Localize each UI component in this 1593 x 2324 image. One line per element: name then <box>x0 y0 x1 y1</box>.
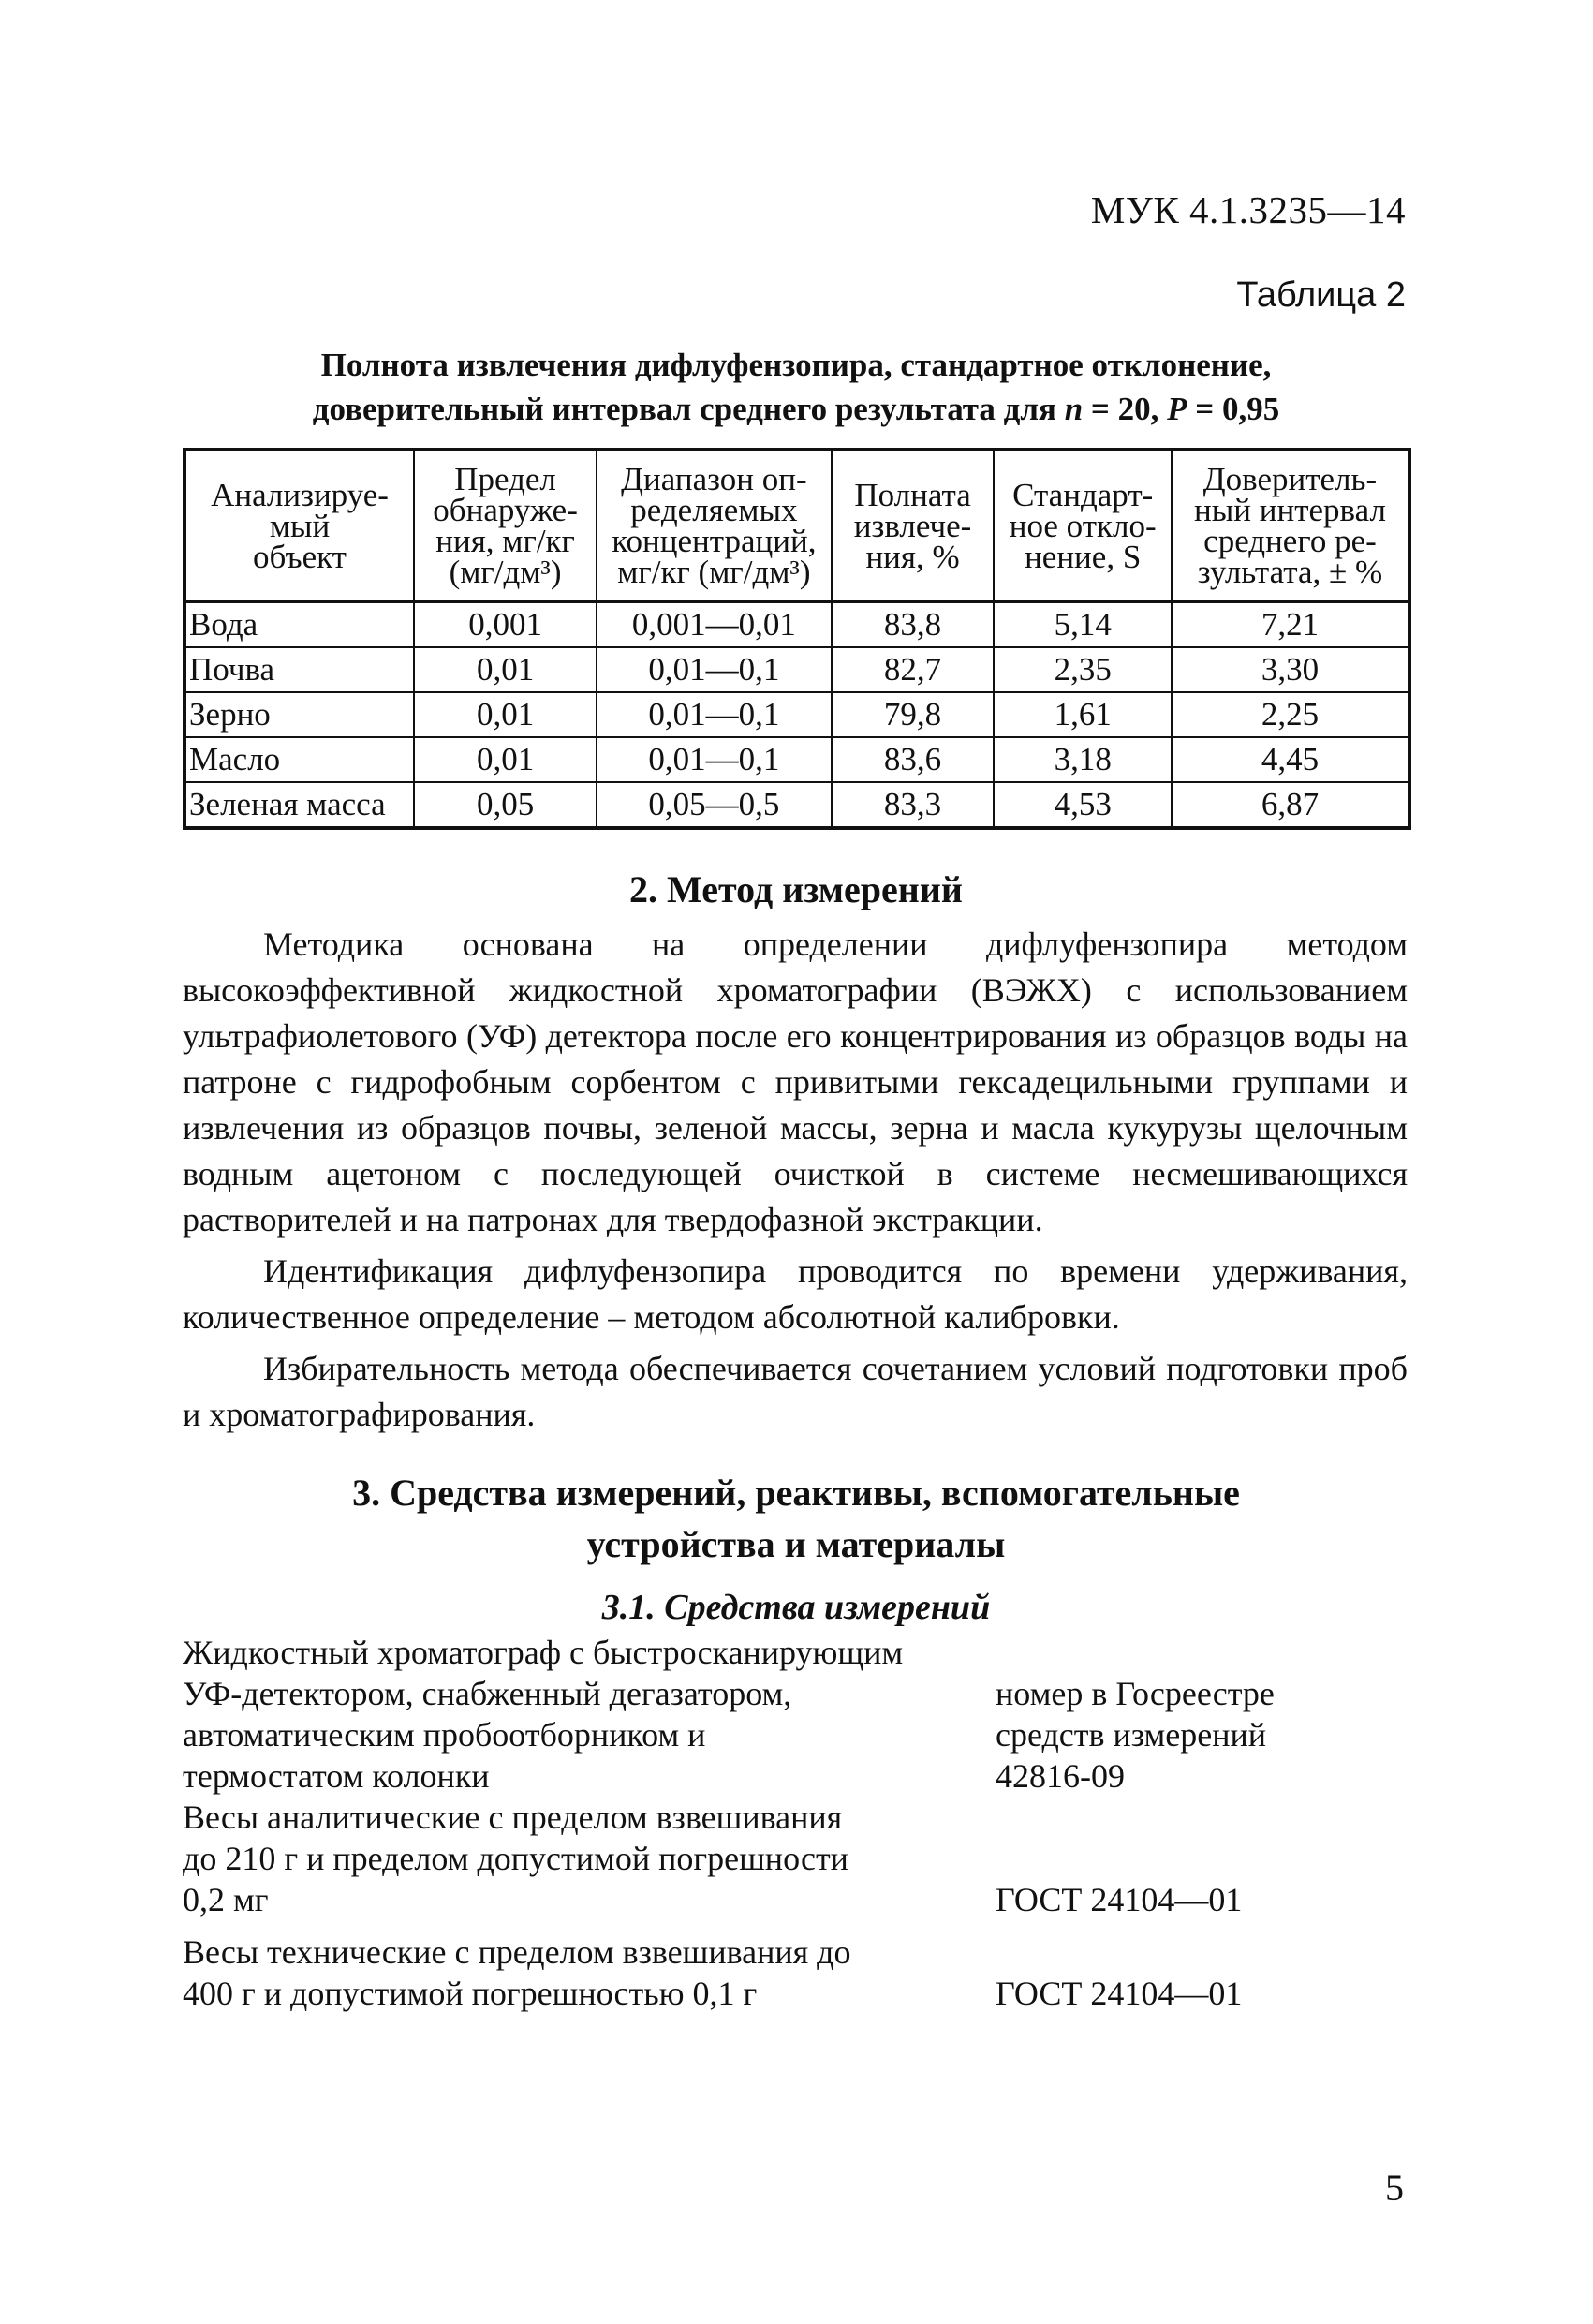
identification-paragraph: Идентификация дифлуфензопира проводится по времени удерживания, количественное определение – методом абсолютной калибровки. <box>183 1252 1408 1336</box>
page-number: 5 <box>1385 2167 1404 2209</box>
table-cell-confidence: 3,30 <box>1172 647 1409 692</box>
table-cell-confidence: 4,45 <box>1172 737 1409 782</box>
table-row <box>184 601 1409 647</box>
table-cell-object: Почва <box>184 647 414 692</box>
table-cell-detection-limit: 0,01 <box>414 692 597 737</box>
table-cell-range: 0,01—0,1 <box>597 647 832 692</box>
table-title-line-2 <box>183 387 1409 431</box>
col-header-range: Диапазон оп- ределяемых концентраций, мг/кг (мг/дм³) <box>597 450 832 601</box>
table-cell-range: 0,05—0,5 <box>597 782 832 828</box>
table-label: Таблица 2 <box>1236 275 1406 315</box>
method-paragraph: Методика основана на определении дифлуфензопира методом высокоэффективной жидкостной хроматографии (ВЭЖХ) с использованием ультрафиолетового (УФ) детектора после его концентрирования из образцов воды на патроне с гидрофобным сорбентом с привитыми гексадецильными группами и извлечения из образцов почвы, зеленой массы, зерна и масла кукурузы щелочным водным ацетоном с последующей очисткой в системе несмешивающихся растворителей и на патронах для твердофазной экстракции. <box>183 925 1408 1238</box>
subsection-3-1-heading: 3.1. Средства измерений <box>601 1588 991 1627</box>
table-cell-range: 0,001—0,01 <box>597 601 832 647</box>
table-row <box>184 737 1409 782</box>
results-table <box>183 448 1411 830</box>
table-cell-object: Зерно <box>184 692 414 737</box>
table-row <box>184 692 1409 737</box>
section-2-body <box>183 922 1408 1438</box>
document-code: МУК 4.1.3235—14 <box>1090 188 1406 231</box>
col-header-object: Анализируе- мый объект <box>184 450 414 601</box>
table-cell-detection-limit: 0,001 <box>414 601 597 647</box>
section-3-heading-line-2: устройства и материалы <box>586 1523 1006 1565</box>
table-header <box>184 450 1409 601</box>
table-cell-detection-limit: 0,05 <box>414 782 597 828</box>
col-header-confidence-interval: Доверитель- ный интервал среднего ре- зультата, ± % <box>1172 450 1409 601</box>
table-cell-confidence: 7,21 <box>1172 601 1409 647</box>
table-cell-confidence: 6,87 <box>1172 782 1409 828</box>
table-body <box>184 601 1409 828</box>
table-row <box>184 647 1409 692</box>
section-3-heading-line-1: 3. Средства измерений, реактивы, вспомогательные <box>352 1472 1240 1514</box>
table-cell-std-dev: 1,61 <box>994 692 1171 737</box>
table-cell-std-dev: 3,18 <box>994 737 1171 782</box>
table-row <box>184 782 1409 828</box>
table-cell-confidence: 2,25 <box>1172 692 1409 737</box>
section-2-heading: 2. Метод измерений <box>629 868 963 910</box>
table-cell-recovery: 83,8 <box>832 601 995 647</box>
table-title-p-value: = 0,95 <box>1187 391 1280 427</box>
instrument-analytical-balance: Весы аналитические с пределом взвешивания до 210 г и пределом допустимой погрешности 0,2 мг <box>183 1799 848 1918</box>
table-cell-std-dev: 2,35 <box>994 647 1171 692</box>
instrument-chromatograph: Жидкостный хроматограф с быстросканирующим УФ-детектором, снабженный дегазатором, автоматическим пробоотборником и термостатом колонки <box>183 1634 904 1795</box>
table-cell-detection-limit: 0,01 <box>414 737 597 782</box>
table-title <box>183 343 1409 431</box>
table-cell-recovery: 83,6 <box>832 737 995 782</box>
table-title-line-1: Полнота извлечения дифлуфензопира, стандартное отклонение, <box>320 347 1272 383</box>
table-cell-range: 0,01—0,1 <box>597 692 832 737</box>
table-cell-recovery: 83,3 <box>832 782 995 828</box>
table-cell-object: Масло <box>184 737 414 782</box>
section-3-heading <box>187 1467 1405 1570</box>
table-cell-std-dev: 5,14 <box>994 601 1171 647</box>
table-cell-object: Зеленая масса <box>184 782 414 828</box>
instrument-analytical-balance-reference: ГОСТ 24104—01 <box>996 1881 1243 1918</box>
table-cell-detection-limit: 0,01 <box>414 647 597 692</box>
table-header-row <box>184 450 1409 601</box>
table-cell-std-dev: 4,53 <box>994 782 1171 828</box>
table-title-n-value: = 20, <box>1083 391 1168 427</box>
table-cell-range: 0,01—0,1 <box>597 737 832 782</box>
table-cell-recovery: 79,8 <box>832 692 995 737</box>
col-header-recovery: Полната извлече- ния, % <box>832 450 995 601</box>
table-cell-object: Вода <box>184 601 414 647</box>
col-header-detection-limit: Предел обнаруже- ния, мг/кг (мг/дм³) <box>414 450 597 601</box>
instrument-technical-balance-reference: ГОСТ 24104—01 <box>996 1975 1243 2012</box>
selectivity-paragraph: Избирательность метода обеспечивается сочетанием условий подготовки проб и хроматографирования. <box>183 1350 1408 1433</box>
instrument-technical-balance: Весы технические с пределом взвешивания до 400 г и допустимой погрешностью 0,1 г <box>183 1933 851 2012</box>
instrument-chromatograph-reference: номер в Госреестре средств измерений 42816-09 <box>996 1675 1275 1795</box>
table-title-prefix: доверительный интервал среднего результата для <box>312 391 1065 427</box>
table-title-n: n <box>1064 391 1084 427</box>
table-title-p: P <box>1167 391 1187 427</box>
table-cell-recovery: 82,7 <box>832 647 995 692</box>
col-header-std-dev: Стандарт- ное откло- нение, S <box>994 450 1171 601</box>
